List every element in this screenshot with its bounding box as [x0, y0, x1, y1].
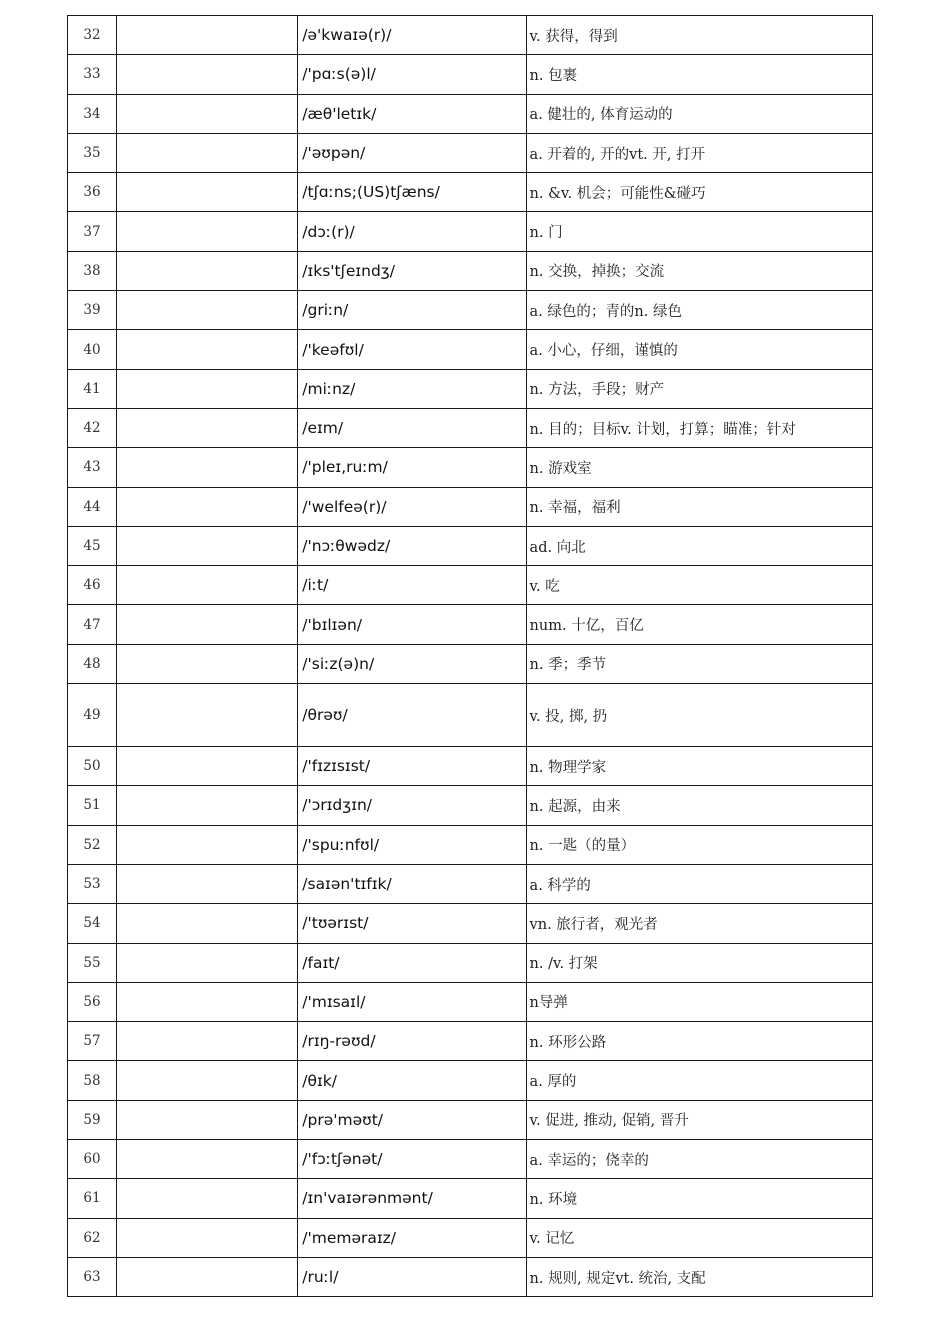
table-row	[68, 291, 873, 330]
table-row	[68, 747, 873, 786]
word-cell	[117, 786, 298, 825]
phonetic-cell: /'mɪsaɪl/	[298, 982, 526, 1021]
phonetic-cell: /tʃɑːns;(US)tʃæns/	[298, 173, 526, 212]
row-number: 57	[68, 1022, 117, 1061]
row-number: 52	[68, 825, 117, 864]
meaning-cell: n. 包裹	[526, 55, 872, 94]
phonetic-cell: /miːnz/	[298, 369, 526, 408]
table-row	[68, 448, 873, 487]
phonetic-cell: /'keəfʊl/	[298, 330, 526, 369]
meaning-cell: n. 游戏室	[526, 448, 872, 487]
row-number: 43	[68, 448, 117, 487]
meaning-cell: a. 健壮的, 体育运动的	[526, 94, 872, 133]
row-number: 51	[68, 786, 117, 825]
meaning-cell: num. 十亿，百亿	[526, 605, 872, 644]
word-cell	[117, 605, 298, 644]
phonetic-cell: /'meməraɪz/	[298, 1218, 526, 1257]
meaning-cell: n. 规则, 规定vt. 统治, 支配	[526, 1257, 872, 1296]
meaning-cell: n. 门	[526, 212, 872, 251]
word-cell	[117, 94, 298, 133]
row-number: 36	[68, 173, 117, 212]
table-row	[68, 173, 873, 212]
meaning-cell: a. 科学的	[526, 864, 872, 903]
meaning-cell: n. &v. 机会；可能性&碰巧	[526, 173, 872, 212]
table-row	[68, 133, 873, 172]
table-row	[68, 1140, 873, 1179]
table-row	[68, 487, 873, 526]
meaning-cell: a. 小心，仔细，谨慎的	[526, 330, 872, 369]
word-cell	[117, 1100, 298, 1139]
word-cell	[117, 1140, 298, 1179]
row-number: 63	[68, 1257, 117, 1296]
row-number: 60	[68, 1140, 117, 1179]
word-cell	[117, 982, 298, 1021]
word-cell	[117, 291, 298, 330]
meaning-cell: a. 厚的	[526, 1061, 872, 1100]
word-cell	[117, 825, 298, 864]
vocabulary-table-body	[68, 16, 873, 1297]
phonetic-cell: /rɪŋ-rəʊd/	[298, 1022, 526, 1061]
phonetic-cell: /θɪk/	[298, 1061, 526, 1100]
table-row	[68, 16, 873, 55]
row-number: 61	[68, 1179, 117, 1218]
table-row	[68, 251, 873, 290]
phonetic-cell: /ɪks'tʃeɪndʒ/	[298, 251, 526, 290]
table-row	[68, 644, 873, 683]
table-row	[68, 55, 873, 94]
word-cell	[117, 408, 298, 447]
row-number: 32	[68, 16, 117, 55]
table-row	[68, 369, 873, 408]
row-number: 53	[68, 864, 117, 903]
meaning-cell: n. 物理学家	[526, 747, 872, 786]
row-number: 48	[68, 644, 117, 683]
row-number: 41	[68, 369, 117, 408]
table-row	[68, 330, 873, 369]
phonetic-cell: /'welfeə(r)/	[298, 487, 526, 526]
word-cell	[117, 1061, 298, 1100]
table-row	[68, 408, 873, 447]
row-number: 62	[68, 1218, 117, 1257]
table-row	[68, 566, 873, 605]
word-cell	[117, 212, 298, 251]
meaning-cell: v. 记忆	[526, 1218, 872, 1257]
word-cell	[117, 173, 298, 212]
table-row	[68, 526, 873, 565]
table-row	[68, 904, 873, 943]
meaning-cell: v. 促进, 推动, 促销, 晋升	[526, 1100, 872, 1139]
table-row	[68, 982, 873, 1021]
phonetic-cell: /griːn/	[298, 291, 526, 330]
meaning-cell: n. 幸福，福利	[526, 487, 872, 526]
row-number: 49	[68, 684, 117, 747]
word-cell	[117, 644, 298, 683]
meaning-cell: v. 投, 掷, 扔	[526, 684, 872, 747]
table-row	[68, 1061, 873, 1100]
table-row	[68, 1257, 873, 1296]
phonetic-cell: /'əʊpən/	[298, 133, 526, 172]
phonetic-cell: /eɪm/	[298, 408, 526, 447]
row-number: 38	[68, 251, 117, 290]
phonetic-cell: /'spuːnfʊl/	[298, 825, 526, 864]
phonetic-cell: /'tʊərɪst/	[298, 904, 526, 943]
meaning-cell: v. 吃	[526, 566, 872, 605]
word-cell	[117, 55, 298, 94]
word-cell	[117, 943, 298, 982]
phonetic-cell: /ɪn'vaɪərənmənt/	[298, 1179, 526, 1218]
table-row	[68, 786, 873, 825]
row-number: 56	[68, 982, 117, 1021]
word-cell	[117, 566, 298, 605]
phonetic-cell: /'ɔrɪdʒɪn/	[298, 786, 526, 825]
phonetic-cell: /saɪən'tɪfɪk/	[298, 864, 526, 903]
word-cell	[117, 747, 298, 786]
phonetic-cell: /ruːl/	[298, 1257, 526, 1296]
word-cell	[117, 369, 298, 408]
phonetic-cell: /æθ'letɪk/	[298, 94, 526, 133]
meaning-cell: ad. 向北	[526, 526, 872, 565]
row-number: 40	[68, 330, 117, 369]
table-row	[68, 864, 873, 903]
phonetic-cell: /'pɑːs(ə)l/	[298, 55, 526, 94]
table-row	[68, 212, 873, 251]
meaning-cell: v. 获得，得到	[526, 16, 872, 55]
table-row	[68, 1022, 873, 1061]
meaning-cell: a. 开着的, 开的vt. 开, 打开	[526, 133, 872, 172]
meaning-cell: vn. 旅行者，观光者	[526, 904, 872, 943]
meaning-cell: a. 幸运的；侥幸的	[526, 1140, 872, 1179]
meaning-cell: n. 方法，手段；财产	[526, 369, 872, 408]
phonetic-cell: /iːt/	[298, 566, 526, 605]
meaning-cell: n. /v. 打架	[526, 943, 872, 982]
meaning-cell: n. 交换，掉换；交流	[526, 251, 872, 290]
phonetic-cell: /θrəʊ/	[298, 684, 526, 747]
row-number: 42	[68, 408, 117, 447]
word-cell	[117, 1022, 298, 1061]
meaning-cell: n. 一匙（的量）	[526, 825, 872, 864]
word-cell	[117, 904, 298, 943]
row-number: 58	[68, 1061, 117, 1100]
word-cell	[117, 133, 298, 172]
phonetic-cell: /prə'məʊt/	[298, 1100, 526, 1139]
phonetic-cell: /'fɪzɪsɪst/	[298, 747, 526, 786]
word-cell	[117, 448, 298, 487]
table-row	[68, 1218, 873, 1257]
table-row	[68, 943, 873, 982]
word-cell	[117, 526, 298, 565]
meaning-cell: n. 起源，由来	[526, 786, 872, 825]
word-cell	[117, 251, 298, 290]
phonetic-cell: /'nɔːθwədz/	[298, 526, 526, 565]
phonetic-cell: /'siːz(ə)n/	[298, 644, 526, 683]
phonetic-cell: /ə'kwaɪə(r)/	[298, 16, 526, 55]
row-number: 45	[68, 526, 117, 565]
table-row	[68, 1179, 873, 1218]
word-cell	[117, 864, 298, 903]
row-number: 50	[68, 747, 117, 786]
meaning-cell: n. 季；季节	[526, 644, 872, 683]
phonetic-cell: /'pleɪ,ruːm/	[298, 448, 526, 487]
row-number: 54	[68, 904, 117, 943]
row-number: 35	[68, 133, 117, 172]
word-cell	[117, 16, 298, 55]
phonetic-cell: /'bɪlɪən/	[298, 605, 526, 644]
table-row	[68, 94, 873, 133]
row-number: 37	[68, 212, 117, 251]
row-number: 47	[68, 605, 117, 644]
row-number: 46	[68, 566, 117, 605]
table-row	[68, 605, 873, 644]
meaning-cell: n. 目的；目标v. 计划，打算；瞄准；针对	[526, 408, 872, 447]
table-row	[68, 684, 873, 747]
row-number: 59	[68, 1100, 117, 1139]
phonetic-cell: /faɪt/	[298, 943, 526, 982]
meaning-cell: n. 环境	[526, 1179, 872, 1218]
meaning-cell: n. 环形公路	[526, 1022, 872, 1061]
table-row	[68, 1100, 873, 1139]
word-cell	[117, 487, 298, 526]
meaning-cell: a. 绿色的；青的n. 绿色	[526, 291, 872, 330]
word-cell	[117, 1257, 298, 1296]
row-number: 39	[68, 291, 117, 330]
phonetic-cell: /'fɔːtʃənət/	[298, 1140, 526, 1179]
row-number: 55	[68, 943, 117, 982]
word-cell	[117, 1218, 298, 1257]
word-cell	[117, 1179, 298, 1218]
meaning-cell: n导弹	[526, 982, 872, 1021]
row-number: 44	[68, 487, 117, 526]
phonetic-cell: /dɔː(r)/	[298, 212, 526, 251]
word-cell	[117, 684, 298, 747]
vocabulary-table	[67, 15, 873, 1297]
table-row	[68, 825, 873, 864]
row-number: 33	[68, 55, 117, 94]
word-cell	[117, 330, 298, 369]
row-number: 34	[68, 94, 117, 133]
